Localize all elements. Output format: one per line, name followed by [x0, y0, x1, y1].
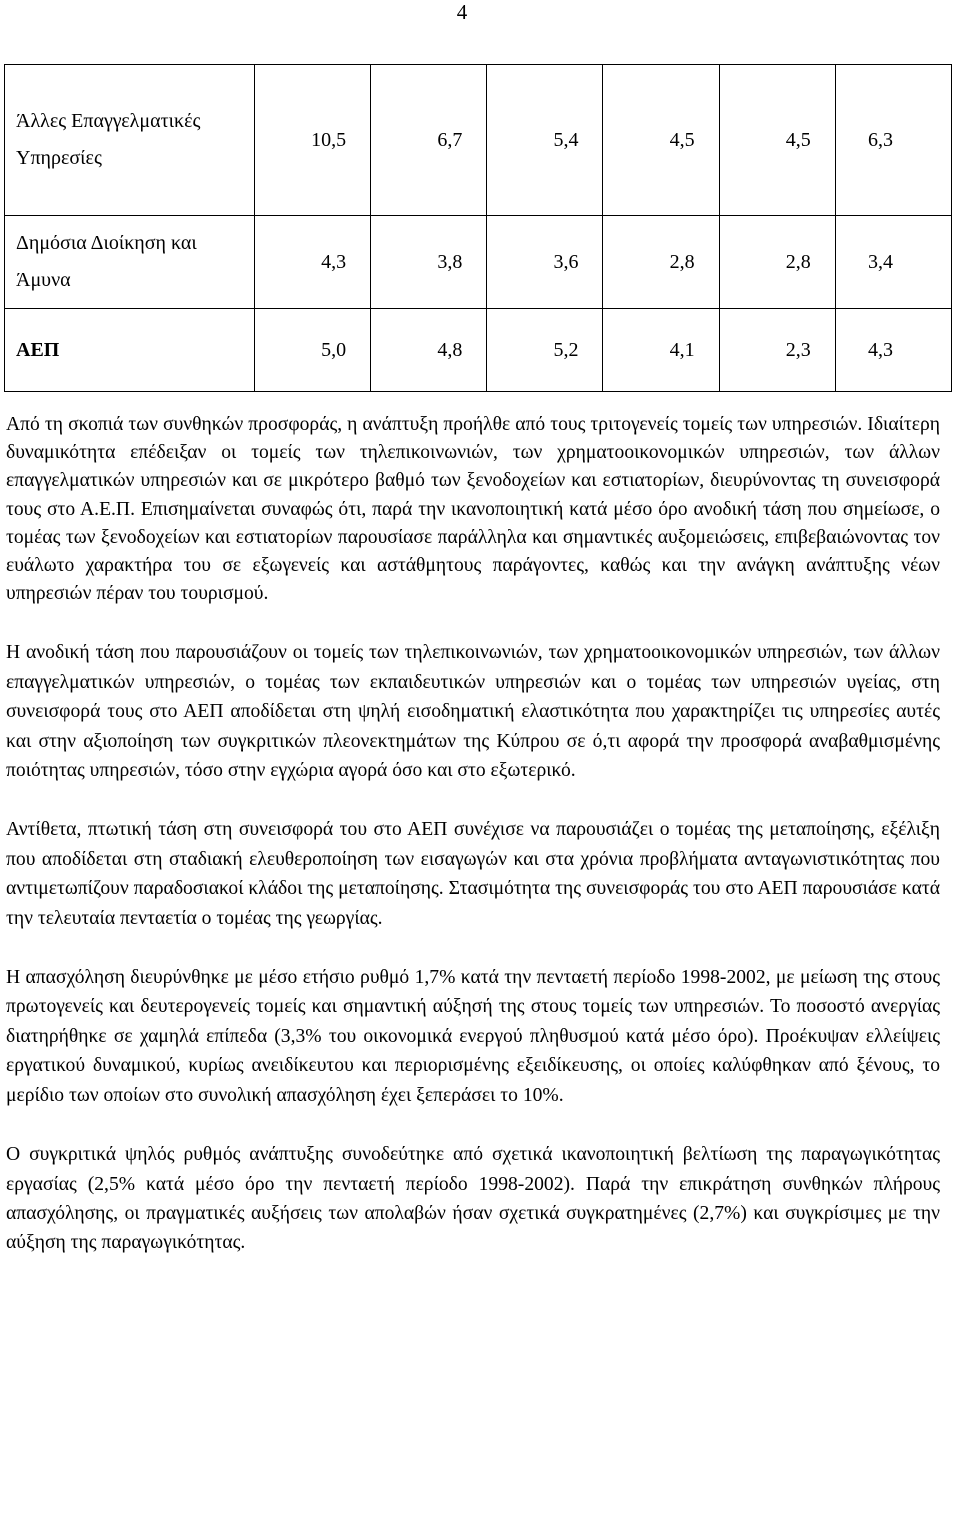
table-cell: 4,3 — [255, 216, 371, 309]
table-row — [5, 309, 952, 392]
row-label: ΑΕΠ — [5, 309, 255, 392]
table-cell: 4,1 — [603, 309, 719, 392]
table-cell: 10,5 — [255, 65, 371, 216]
table-cell: 6,3 — [835, 65, 951, 216]
table-cell: 3,8 — [371, 216, 487, 309]
table-cell: 5,0 — [255, 309, 371, 392]
table-cell: 3,4 — [835, 216, 951, 309]
table-cell: 5,2 — [487, 309, 603, 392]
paragraph: Από τη σκοπιά των συνθηκών προσφοράς, η ανάπτυξη προήλθε από τους τριτογενείς τομείς των υπηρεσιών. Ιδιαίτερη δυναμικότητα επέδειξαν οι τομείς των τηλεπικοινωνιών, των χρηματοοικονομικών υπηρεσιών, των άλλων επαγγελματικών υπηρεσιών και σε μικρότερο βαθμό των ξενοδοχείων και εστιατορίων, διευρύνοντας τη συνεισφορά τους στο Α.Ε.Π. Επισημαίνεται συναφώς ότι, παρά την ικανοποιητική κατά μέσο όρο ανοδική τάση που σημείωσε, ο τομέας των ξενοδοχείων και εστιατορίων παρουσίασε παράλληλα και σημαντικές αυξομειώσεις, επιβεβαιώνοντας τον ευάλωτο χαρακτήρα του σε εξωγενείς και αστάθμητους παράγοντες, καθώς και την ανάγκη ανάπτυξης νέων υπηρεσιών πέραν του τουρισμού. — [6, 414, 940, 605]
table-cell: 4,8 — [371, 309, 487, 392]
table-cell: 4,3 — [835, 309, 951, 392]
paragraph: Η απασχόληση διευρύνθηκε με μέσο ετήσιο ρυθμό 1,7% κατά την πενταετή περίοδο 1998-2002, με μείωση της στους πρωτογενείς και δευτερογενείς τομείς και σημαντική αύξησή της στους τομείς των υπηρεσιών. Το ποσοστό ανεργίας διατηρήθηκε σε χαμηλά επίπεδα (3,3% του οικονομικά ενεργού πληθυσμού κατά μέσο όρο). Προέκυψαν ελλείψεις εργατικού δυναμικού, κυρίως ανειδίκευτου και περιορισμένης εξειδίκευσης, οι οποίες καλύφθηκαν από ξένους, το μερίδιο των οποίων στο συνολική απασχόληση έχει ξεπεράσει το 10%. — [6, 967, 940, 1106]
body-text — [6, 411, 940, 1288]
paragraph: Η ανοδική τάση που παρουσιάζουν οι τομείς των τηλεπικοινωνιών, των χρηματοοικονομικών υπηρεσιών, των άλλων επαγγελματικών υπηρεσιών, ο τομέας των εκπαιδευτικών υπηρεσιών και ο τομέας των υπηρεσιών υγείας, στη συνεισφορά τους στο ΑΕΠ αποδίδεται στη ψηλή εισοδηματική ελαστικότητα που χαρακτηρίζει τις υπηρεσίες αυτές και στην αξιοποίηση των συγκριτικών πλεονεκτημάτων της Κύπρου σε ό,τι αφορά την προσφορά αναβαθμισμένης ποιότητας υπηρεσιών, τόσο στην εγχώρια αγορά όσο και στο εξωτερικό. — [6, 642, 940, 782]
table-row — [5, 65, 952, 216]
table-cell: 6,7 — [371, 65, 487, 216]
table-cell: 2,8 — [603, 216, 719, 309]
sector-contribution-table — [4, 64, 952, 392]
table-row — [5, 216, 952, 309]
paragraph: Αντίθετα, πτωτική τάση στη συνεισφορά του στο ΑΕΠ συνέχισε να παρουσιάζει ο τομέας της μεταποίησης, εξέλιξη που αποδίδεται στη σταδιακή ελευθεροποίηση των εισαγωγών και στα χρόνια προβλήματα ανταγωνιστικότητας που αντιμετωπίζουν παραδοσιακοί κλάδοι της μεταποίησης. Στασιμότητα της συνεισφοράς του στο ΑΕΠ παρουσιάσε κατά την τελευταία πενταετία ο τομέας της γεωργίας. — [6, 819, 940, 929]
row-label: Άλλες Επαγγελματικές Υπηρεσίες — [5, 65, 255, 216]
table-cell: 2,3 — [719, 309, 835, 392]
paragraph: Ο συγκριτικά ψηλός ρυθμός ανάπτυξης συνοδεύτηκε από σχετικά ικανοποιητική βελτίωση της παραγωγικότητας εργασίας (2,5% κατά μέσο όρο την πενταετή περίοδο 1998-2002). Παρά την επικράτηση συνθηκών πλήρους απασχόλησης, οι πραγματικές αυξήσεις των απολαβών ήσαν σχετικά συγκρατημένες (2,7%) και συγκρίσιμες με την αύξηση της παραγωγικότητας. — [6, 1144, 940, 1254]
table-cell: 2,8 — [719, 216, 835, 309]
table-cell: 3,6 — [487, 216, 603, 309]
page-number: 4 — [456, 0, 468, 24]
table-cell: 4,5 — [719, 65, 835, 216]
table-cell: 5,4 — [487, 65, 603, 216]
table-cell: 4,5 — [603, 65, 719, 216]
row-label: Δημόσια Διοίκηση και Άμυνα — [5, 216, 255, 309]
